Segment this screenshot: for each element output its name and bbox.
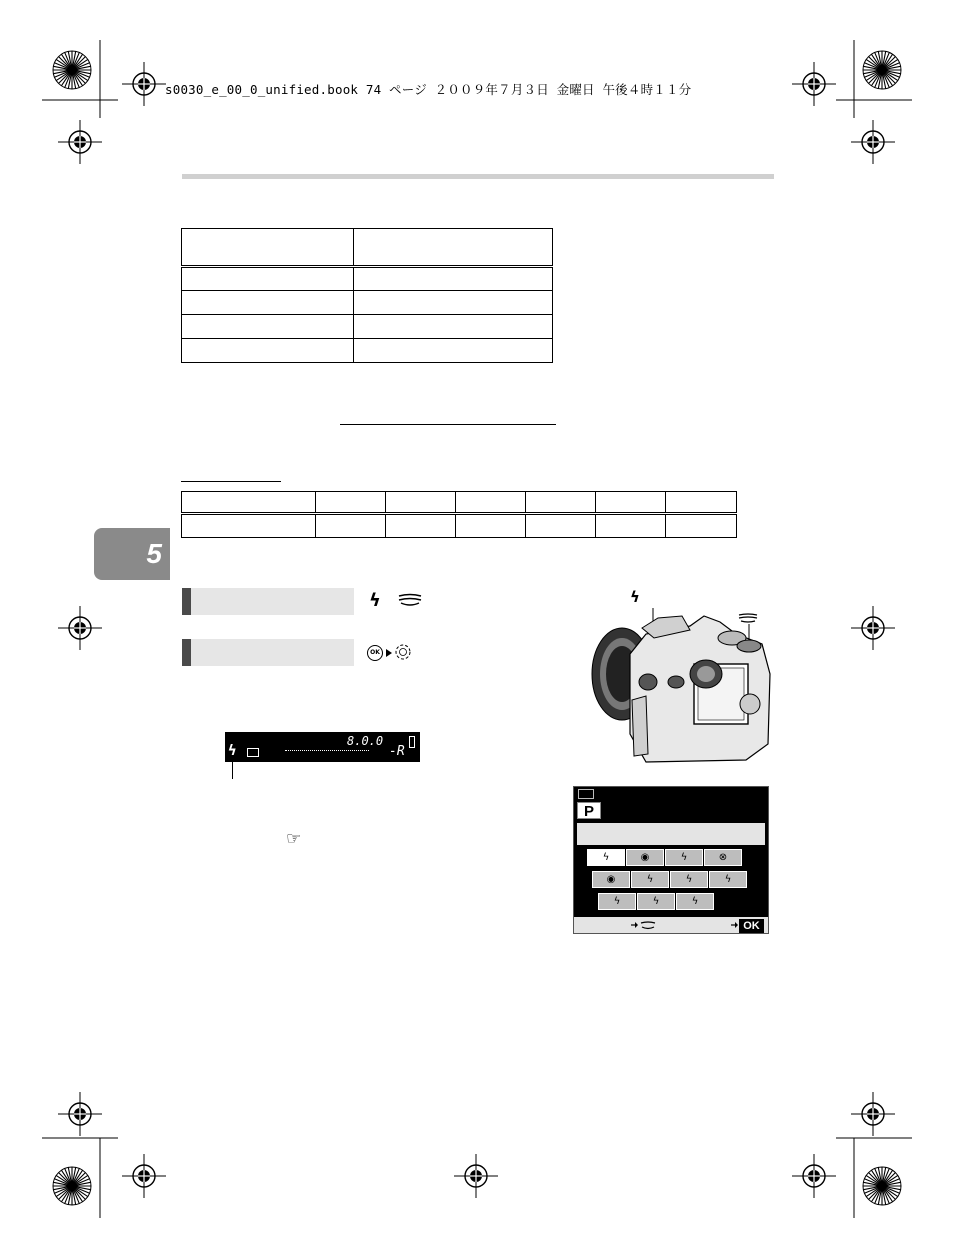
table-upper xyxy=(181,228,553,363)
table-heading-underline xyxy=(181,481,281,482)
flash-mode-redeye-slow[interactable]: ◉ xyxy=(592,871,630,888)
flash-mode-slow[interactable]: ϟ xyxy=(665,849,703,866)
lcd-battery-icon xyxy=(409,736,415,748)
monitor-screen xyxy=(573,786,769,934)
flash-button-icon: ϟ xyxy=(369,590,381,611)
flash-mode-manual-3[interactable]: ϟ xyxy=(598,893,636,910)
underline-rule xyxy=(340,424,556,425)
flash-mode-manual-1[interactable]: ϟ xyxy=(670,871,708,888)
monitor-battery-icon xyxy=(578,789,594,799)
super-control-panel-bar xyxy=(182,639,354,666)
print-header: s0030_e_00_0_unified.book 74 ページ ２００９年７月３日 金曜日 午後４時１１分 xyxy=(165,82,692,97)
flash-mode-manual-2[interactable]: ϟ xyxy=(709,871,747,888)
reference-icon: ☞ xyxy=(286,829,302,849)
monitor-ok-button[interactable]: OK xyxy=(739,919,764,933)
lcd-pointer-line xyxy=(232,762,233,779)
arrow-right-icon xyxy=(385,648,393,658)
section-rule xyxy=(182,174,774,179)
flash-mode-manual-5[interactable]: ϟ xyxy=(676,893,714,910)
monitor-mode-badge: P xyxy=(577,802,601,819)
control-panel-display xyxy=(225,732,420,762)
flash-mode-auto[interactable]: ϟ xyxy=(587,849,625,866)
monitor-ok-arrow-icon xyxy=(731,920,739,930)
lcd-frames-remaining: -R xyxy=(389,744,405,759)
monitor-title-bar xyxy=(577,823,765,845)
lcd-exposure-scale xyxy=(285,750,369,752)
arrow-pad-icon xyxy=(395,644,411,660)
flash-mode-fill[interactable]: ⊗ xyxy=(704,849,742,866)
camera-flash-label: ϟ xyxy=(630,588,640,606)
chapter-tab: 5 xyxy=(94,528,170,580)
monitor-dial-hint-icon xyxy=(630,920,656,930)
direct-button-bar xyxy=(182,588,354,615)
camera-illustration xyxy=(586,604,776,766)
flash-mode-redeye[interactable]: ◉ xyxy=(626,849,664,866)
table-lower xyxy=(181,491,737,538)
ok-button-icon: OK xyxy=(367,645,383,661)
flash-mode-manual-4[interactable]: ϟ xyxy=(637,893,675,910)
control-dial-icon xyxy=(397,593,423,607)
lcd-readout: 8.0.0 xyxy=(347,734,384,748)
flash-mode-slow2[interactable]: ϟ xyxy=(631,871,669,888)
lcd-flash-icon: ϟ xyxy=(228,743,237,759)
lcd-wb-icon xyxy=(247,748,259,757)
